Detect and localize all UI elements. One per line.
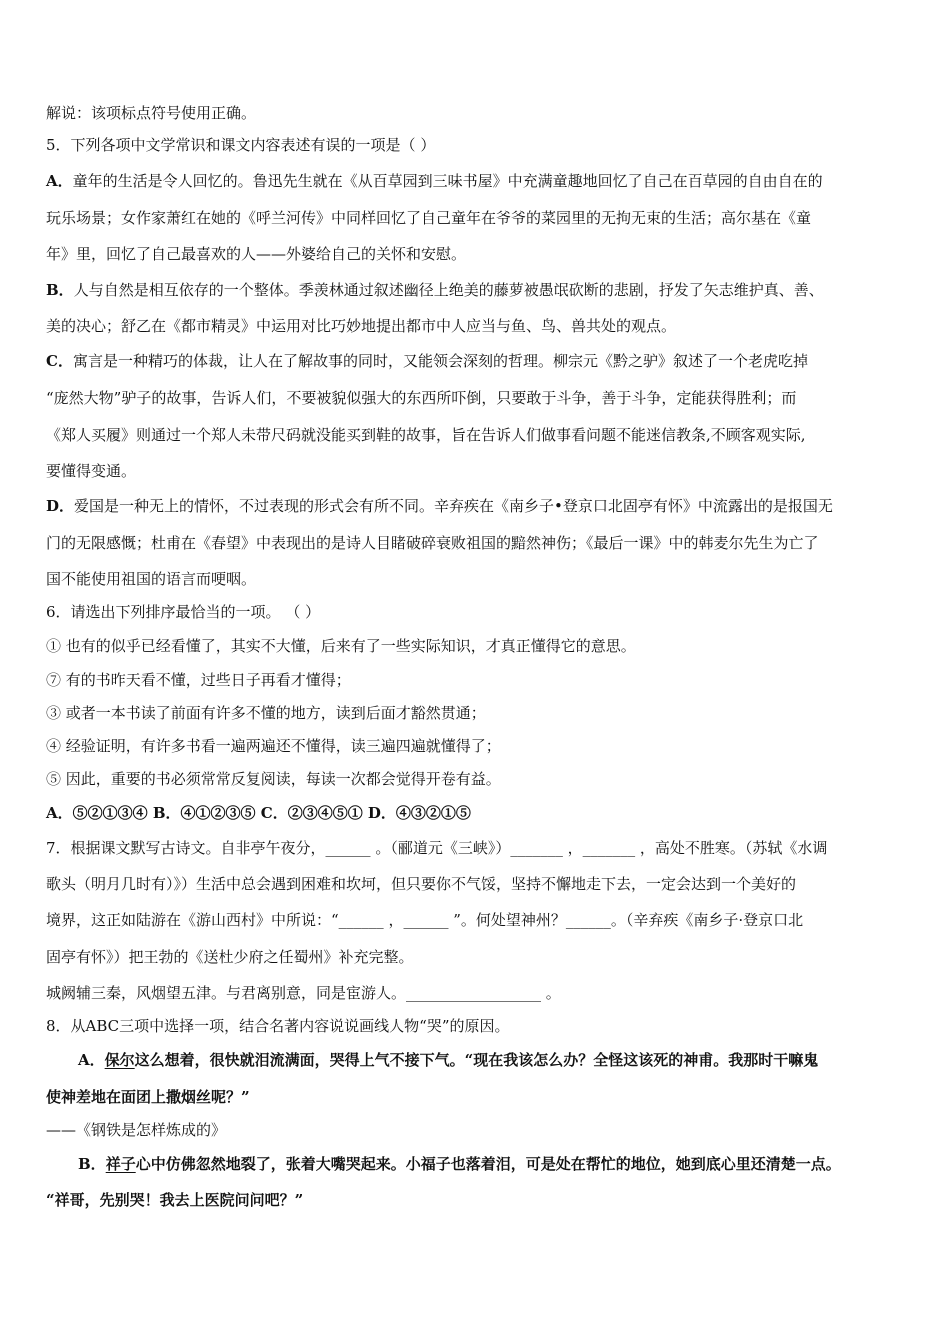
passage-text: 这么想着，很快就泪流满面，哭得上气不接下气。“现在我该怎么办？全怪这该死的神甫。我那时干嘛鬼 [134, 1051, 819, 1069]
underlined-character: 保尔 [104, 1051, 135, 1069]
option-label: C． [46, 352, 73, 370]
option-label: B． [46, 281, 74, 299]
passage-b [78, 1154, 841, 1174]
text-line: 境界，这正如陆游在《游山西村》中所说：“______ ，______ ”。何处望神州？______。（辛弃疾《南乡子·登京口北 [46, 911, 804, 929]
passage-text: 心中仿佛忽然地裂了，张着大嘴哭起来。小福子也落着泪，可是处在帮忙的地位，她到底心里还清楚一点。 [135, 1155, 841, 1173]
option-b [46, 280, 824, 300]
option-d [46, 496, 833, 516]
underlined-character: 祥子 [105, 1155, 136, 1173]
text-line: 使神差地在面团上撒烟丝呢？” [46, 1088, 250, 1106]
option-text: 寓言是一种精巧的体裁，让人在了解故事的同时，又能领会深刻的哲理。柳宗元《黔之驴》叙述了一个老虎吃掉 [72, 352, 808, 370]
text-line: “祥哥，先别哭！我去上医院问问吧？” [46, 1191, 304, 1209]
source-citation: ——《钢铁是怎样炼成的》 [46, 1121, 227, 1139]
question-6: 6．请选出下列排序最恰当的一项。 （ ） [46, 603, 321, 621]
sentence-item: ① 也有的似乎已经看懂了，其实不大懂，后来有了一些实际知识，才真正懂得它的意思。 [46, 637, 636, 655]
text-line: 歌头（明月几时有）》）生活中总会遇到困难和坎坷，但只要你不气馁，坚持不懈地走下去，一定会达到一个美好的 [46, 875, 797, 893]
text-line: 门的无限感慨；杜甫在《春望》中表现出的是诗人目睹破碎衰败祖国的黯然神伤；《最后一课》中的韩麦尔先生为亡了 [46, 534, 819, 552]
text-line: 城阙辅三秦，风烟望五津。与君离别意，同是宦游人。__________________ 。 [46, 984, 561, 1002]
text-line: 美的决心；舒乙在《都市精灵》中运用对比巧妙地提出都市中人应当与鱼、鸟、兽共处的观点。 [46, 317, 677, 335]
text-line: 要懂得变通。 [46, 462, 137, 480]
question-8: 8．从ABC三项中选择一项，结合名著内容说说画线人物“哭”的原因。 [46, 1017, 510, 1035]
option-label: A． [78, 1051, 105, 1069]
text-line: 《郑人买履》则通过一个郑人未带尺码就没能买到鞋的故事，旨在告诉人们做事看问题不能迷信教条,不顾客观实际, [46, 426, 806, 444]
option-a [46, 171, 823, 191]
passage-a [78, 1050, 818, 1070]
answer-options: A．⑤②①③④ B．④①②③⑤ C．②③④⑤① D．④③②①⑤ [46, 804, 471, 822]
text-line: 解说：该项标点符号使用正确。 [46, 104, 257, 122]
sentence-item: ④ 经验证明，有许多书看一遍两遍还不懂得，读三遍四遍就懂得了； [46, 737, 501, 755]
sentence-item: ⑦ 有的书昨天看不懂，过些日子再看才懂得； [46, 671, 351, 689]
question-7: 7．根据课文默写古诗文。自非亭午夜分，______ 。（郦道元《三峡》）_______ ，_______ ，高处不胜寒。（苏轼《水调 [46, 839, 828, 857]
option-label: B． [78, 1155, 106, 1173]
text-line: 年》里，回忆了自己最喜欢的人——外婆给自己的关怀和安慰。 [46, 245, 467, 263]
sentence-item: ⑤ 因此，重要的书必须常常反复阅读，每读一次都会觉得开卷有益。 [46, 770, 501, 788]
sentence-item: ③ 或者一本书读了前面有许多不懂的地方，读到后面才豁然贯通； [46, 704, 486, 722]
option-label: D． [46, 497, 75, 515]
option-text: 爱国是一种无上的情怀，不过表现的形式会有所不同。辛弃疾在《南乡子•登京口北固亭有怀》中流露出的是报国无 [74, 497, 833, 515]
text-line: “庞然大物”驴子的故事，告诉人们，不要被貌似强大的东西所吓倒，只要敢于斗争，善于斗争，定能获得胜利；而 [46, 389, 797, 407]
option-c [46, 351, 808, 371]
option-text: 人与自然是相互依存的一个整体。季羡林通过叙述幽径上绝美的藤萝被愚氓砍断的悲剧，抒发了矢志维护真、善、 [73, 281, 824, 299]
text-line: 国不能使用祖国的语言而哽咽。 [46, 570, 257, 588]
option-text: 童年的生活是令人回忆的。鲁迅先生就在《从百草园到三味书屋》中充满童趣地回忆了自己在百草园的自由自在的 [72, 172, 823, 190]
text-line: 固亭有怀》）把王勃的《送杜少府之任蜀州》补充完整。 [46, 948, 414, 966]
option-label: A． [46, 172, 73, 190]
text-line: 玩乐场景；女作家萧红在她的《呼兰河传》中同样回忆了自己童年在爷爷的菜园里的无拘无束的生活；高尔基在《童 [46, 209, 812, 227]
question-5: 5．下列各项中文学常识和课文内容表述有误的一项是（ ） [46, 136, 436, 154]
